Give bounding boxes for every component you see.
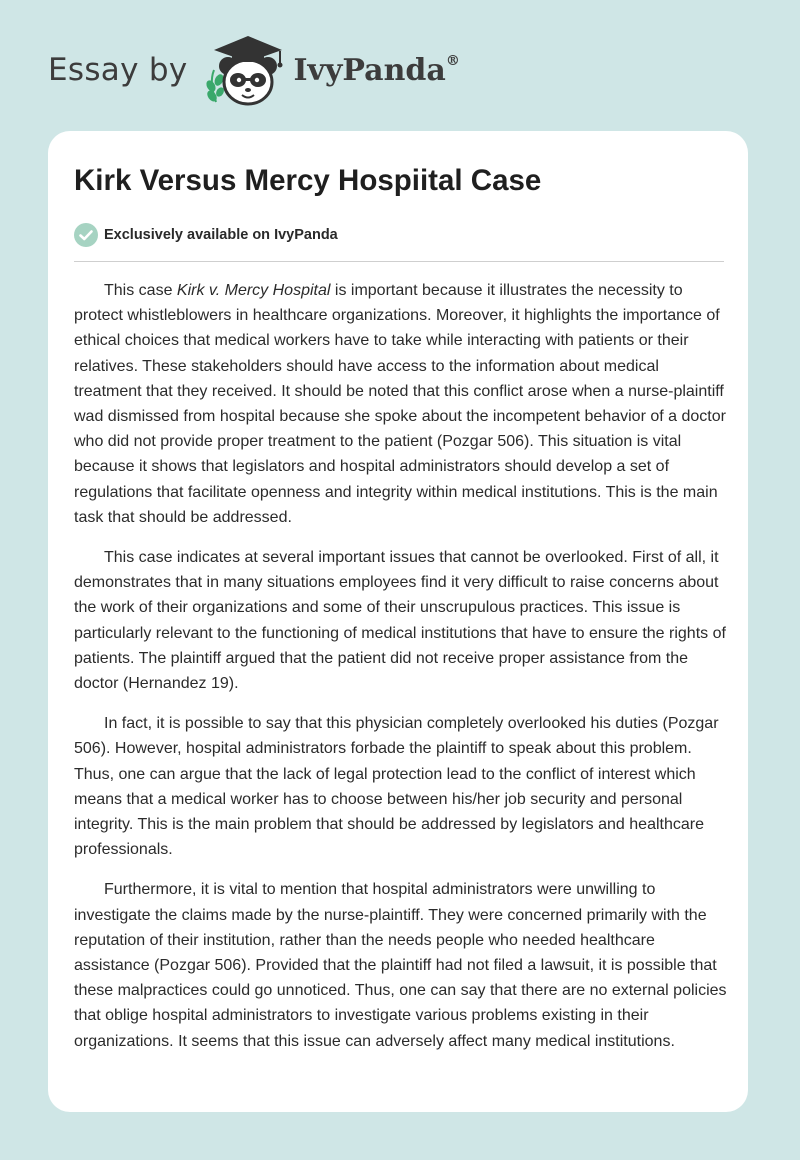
exclusive-badge-label: Exclusively available on IvyPanda — [104, 227, 338, 243]
case-name: Kirk v. Mercy Hospital — [176, 282, 331, 299]
paragraph: Furthermore, it is vital to mention that hospital administrators were unwilling to investigate the claims made by the nurse-plaintiff. They were concerned primarily with the reputation of their institution, rather than the needs people who needed healthcare assistance (Pozgar 506). Provided that the plaintiff had not filed a lawsuit, it is possible that these malpractices could go unnoticed. Thus, one can say that there are no external policies that oblige hospital administrators to investigate various problems existing in their organizations. It seems that this issue can adversely affect many medical institutions. — [74, 881, 727, 1050]
essay-body — [74, 278, 729, 1069]
paragraph: This case Kirk v. Mercy Hospital is important because it illustrates the necessity to protect whistleblowers in healthcare organizations. Moreover, it highlights the importance of ethical choices that medical workers have to take while interacting with patients or their relatives. These stakeholders should have access to the information about medical treatment that they received. It should be noted that this conflict arose when a nurse-plaintiff wad dismissed from hospital because she spoke about the incompetent behavior of a doctor who did not provide proper treatment to the patient (Pozgar 506). This situation is vital because it shows that legislators and hospital administrators should develop a set of regulations that facilitate openness and integrity within medical institutions. This is the main task that should be addressed. — [74, 282, 726, 526]
site-header — [48, 30, 460, 110]
paragraph: This case indicates at several important issues that cannot be overlooked. First of all, it demonstrates that in many situations employees find it very difficult to raise concerns about the work of their organizations and some of their unscrupulous practices. This issue is particularly relevant to the functioning of medical institutions that have to ensure the rights of patients. The plaintiff argued that the patient did not receive proper assistance from the doctor (Hernandez 19). — [74, 549, 726, 693]
brand-logo-text: IvyPanda® — [293, 52, 460, 88]
essay-by-label: Essay by — [48, 52, 188, 88]
exclusive-badge — [74, 223, 338, 247]
title-divider — [74, 261, 724, 262]
check-circle-icon — [74, 223, 98, 247]
essay-card — [48, 131, 748, 1112]
panda-graduate-icon — [202, 30, 290, 110]
paragraph: In fact, it is possible to say that this physician completely overlooked his duties (Pozgar 506). However, hospital administrators forbade the plaintiff to speak about this problem. Thus, one can argue that the lack of legal protection lead to the conflict of interest which means that a medical worker has to choose between his/her job security and personal integrity. This is the main problem that should be addressed by legislators and healthcare professionals. — [74, 715, 719, 859]
page-title: Kirk Versus Mercy Hospiital Case — [74, 164, 542, 197]
